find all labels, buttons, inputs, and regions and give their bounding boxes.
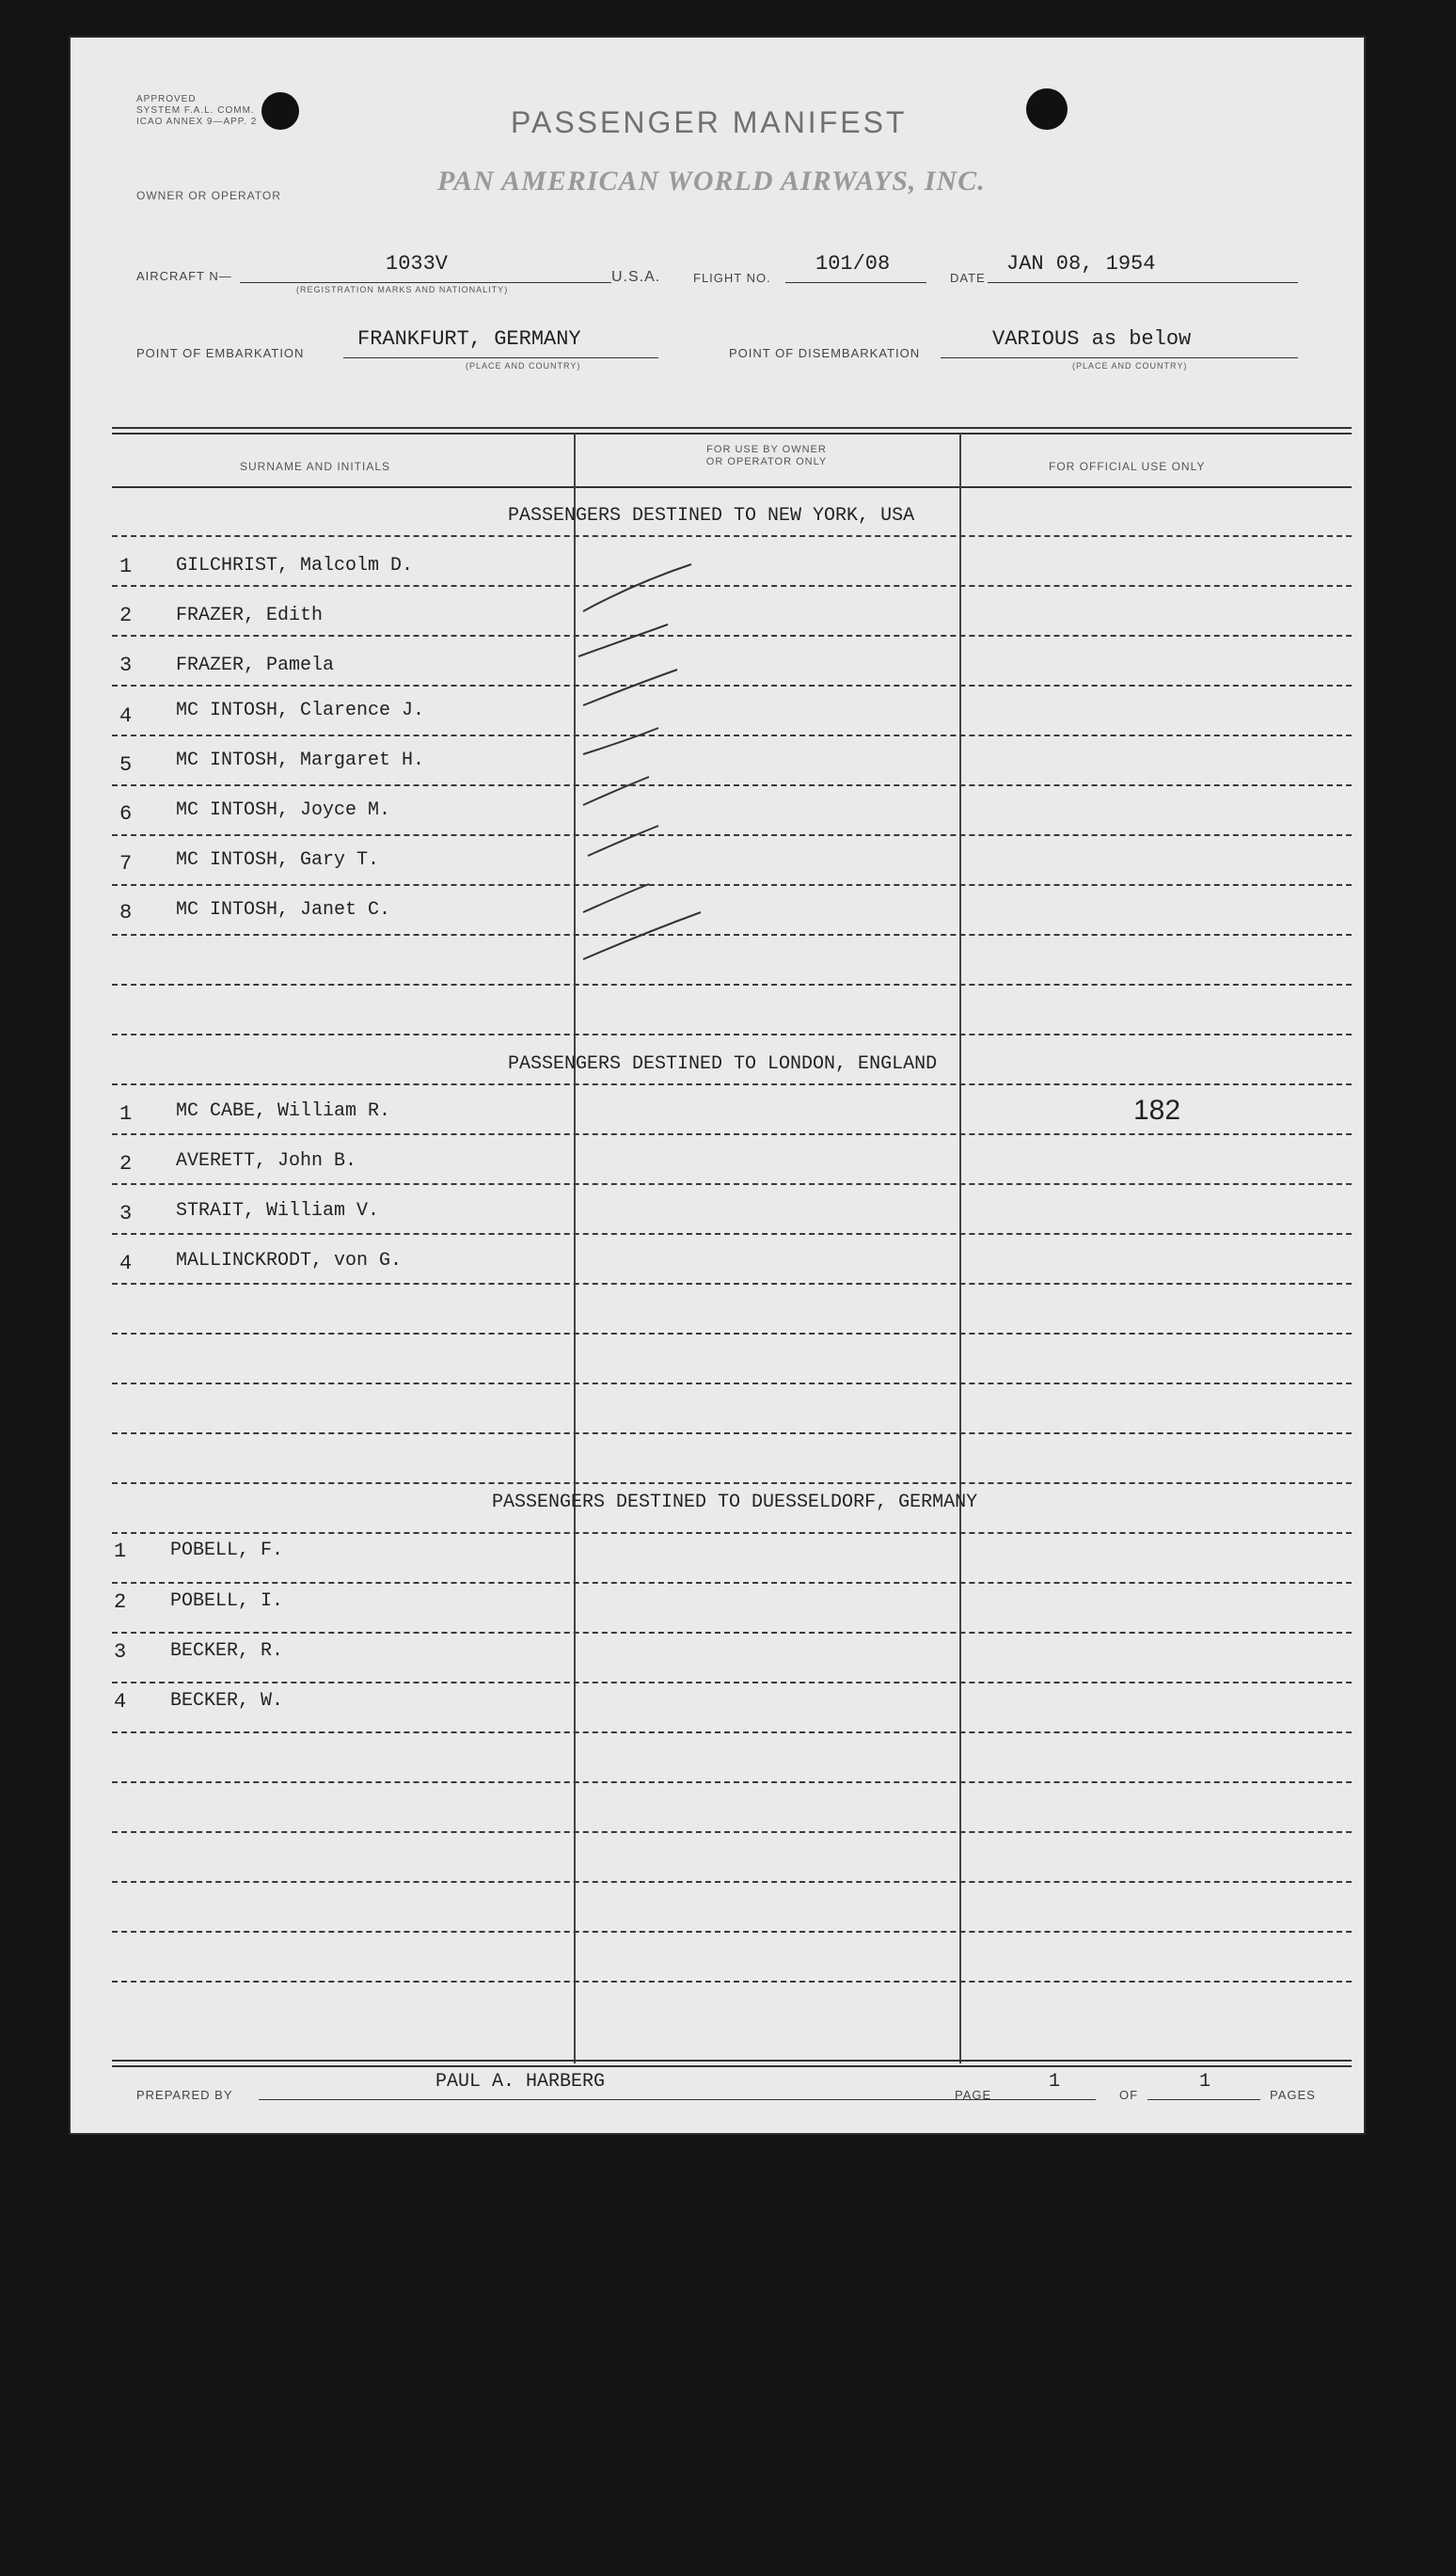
approval-block (136, 94, 306, 128)
passenger-name: MC INTOSH, Clarence J. (176, 700, 425, 721)
passenger-name: GILCHRIST, Malcolm D. (176, 555, 414, 577)
pages-underline (1147, 2099, 1260, 2100)
aircraft-label: AIRCRAFT N— (136, 269, 232, 283)
row-rule (112, 1233, 1352, 1235)
check-mark (588, 826, 658, 856)
check-mark (583, 884, 649, 912)
punch-hole (1026, 88, 1068, 130)
passenger-number: 3 (119, 654, 133, 677)
row-rule (112, 1333, 1352, 1335)
passenger-name: FRAZER, Edith (176, 605, 324, 626)
section-heading: PASSENGERS DESTINED TO DUESSELDORF, GERMANY (492, 1492, 978, 1513)
flight-number: 101/08 (815, 252, 891, 276)
flight-label: FLIGHT NO. (693, 271, 771, 285)
page-underline (1002, 2099, 1096, 2100)
of-label: OF (1119, 2088, 1139, 2102)
row-rule (112, 1731, 1352, 1733)
page-label: PAGE (955, 2088, 992, 2102)
date-underline (988, 282, 1298, 283)
passenger-name: STRAIT, William V. (176, 1200, 380, 1222)
page-number: 1 (1049, 2071, 1061, 2093)
col-header-name: SURNAME AND INITIALS (240, 460, 391, 473)
passenger-number: 2 (119, 604, 133, 627)
aircraft-number: 1033V (386, 252, 449, 276)
row-rule (112, 1482, 1352, 1484)
row-rule (112, 1582, 1352, 1584)
check-mark (583, 564, 691, 611)
country-label: U.S.A. (611, 269, 661, 285)
passenger-name: POBELL, F. (170, 1540, 284, 1561)
passenger-name: MC INTOSH, Margaret H. (176, 750, 425, 771)
passenger-name: MC INTOSH, Gary T. (176, 849, 380, 871)
passenger-number: 2 (119, 1152, 133, 1176)
passenger-name: MALLINCKRODT, von G. (176, 1250, 403, 1272)
flight-underline (785, 282, 926, 283)
pages-label: PAGES (1270, 2088, 1316, 2102)
passenger-number: 1 (114, 1540, 127, 1563)
row-rule (112, 1283, 1352, 1285)
check-mark (578, 624, 668, 656)
disembark-underline (941, 357, 1298, 358)
section-heading: PASSENGERS DESTINED TO LONDON, ENGLAND (508, 1053, 938, 1075)
page-title: PASSENGER MANIFEST (511, 105, 908, 139)
row-rule (112, 1532, 1352, 1534)
row-rule (112, 1831, 1352, 1833)
passenger-number: 1 (119, 1102, 133, 1126)
passenger-name: MC CABE, William R. (176, 1100, 391, 1122)
row-rule (112, 1632, 1352, 1634)
header-rule (112, 486, 1352, 488)
embark-place: FRANKFURT, GERMANY (357, 327, 581, 351)
disembark-caption: (PLACE AND COUNTRY) (1072, 361, 1188, 371)
col-header-official: FOR OFFICIAL USE ONLY (1049, 460, 1206, 473)
date-label: DATE (950, 271, 986, 285)
passenger-number: 6 (119, 802, 133, 826)
disembark-place: VARIOUS as below (992, 327, 1192, 351)
passenger-number: 1 (119, 555, 133, 578)
passenger-number: 3 (119, 1202, 133, 1225)
page-total: 1 (1199, 2071, 1211, 2093)
row-rule (112, 1083, 1352, 1085)
passenger-number: 4 (119, 1252, 133, 1275)
passenger-name: AVERETT, John B. (176, 1150, 357, 1172)
flight-date: JAN 08, 1954 (1006, 252, 1156, 276)
embark-label: POINT OF EMBARKATION (136, 346, 305, 360)
registration-caption: (REGISTRATION MARKS AND NATIONALITY) (296, 285, 509, 294)
passenger-number: 2 (114, 1590, 127, 1614)
row-rule (112, 1133, 1352, 1135)
check-mark (583, 728, 658, 754)
row-rule (112, 1781, 1352, 1783)
embark-caption: (PLACE AND COUNTRY) (466, 361, 581, 371)
approval-line: APPROVED (136, 94, 197, 104)
embark-underline (343, 357, 658, 358)
row-rule (112, 1183, 1352, 1185)
passenger-name: BECKER, R. (170, 1640, 284, 1662)
passenger-name: BECKER, W. (170, 1690, 284, 1712)
row-rule (112, 1432, 1352, 1434)
check-marks (541, 527, 804, 969)
manifest-sheet (71, 38, 1364, 2133)
prepared-underline (259, 2099, 1021, 2100)
approval-line: SYSTEM F.A.L. COMM. (136, 105, 255, 116)
row-rule (112, 1682, 1352, 1683)
passenger-name: MC INTOSH, Joyce M. (176, 799, 391, 821)
check-mark (583, 670, 677, 705)
prepared-label: PREPARED BY (136, 2088, 233, 2102)
col-header-owner (673, 444, 861, 468)
passenger-name: FRAZER, Pamela (176, 655, 335, 676)
official-note: 182 (1133, 1095, 1181, 1126)
row-rule (112, 984, 1352, 986)
disembark-label: POINT OF DISEMBARKATION (729, 346, 921, 360)
passenger-number: 3 (114, 1640, 127, 1664)
table-top-rule (112, 427, 1352, 429)
passenger-name: MC INTOSH, Janet C. (176, 899, 391, 921)
table-bottom-rule (112, 2065, 1352, 2067)
section-heading: PASSENGERS DESTINED TO NEW YORK, USA (508, 505, 915, 527)
row-rule (112, 1931, 1352, 1933)
passenger-number: 4 (119, 704, 133, 728)
row-rule (112, 1881, 1352, 1883)
col-header-owner-line: OR OPERATOR ONLY (705, 456, 828, 467)
row-rule (112, 1383, 1352, 1384)
passenger-number: 7 (119, 852, 133, 876)
row-rule (112, 1981, 1352, 1983)
passenger-number: 8 (119, 901, 133, 925)
column-divider (959, 433, 961, 2063)
owner-label: OWNER OR OPERATOR (136, 189, 281, 202)
check-mark (583, 777, 649, 805)
aircraft-underline (240, 282, 611, 283)
row-rule (112, 1034, 1352, 1035)
passenger-number: 4 (114, 1690, 127, 1714)
check-mark (583, 912, 701, 959)
approval-line: ICAO ANNEX 9—APP. 2 (136, 117, 258, 127)
passenger-name: POBELL, I. (170, 1590, 284, 1612)
prepared-by: PAUL A. HARBERG (435, 2071, 606, 2093)
table-top-rule (112, 433, 1352, 435)
col-header-owner-line: FOR USE BY OWNER (706, 444, 827, 455)
company-name: PAN AMERICAN WORLD AIRWAYS, INC. (437, 166, 986, 197)
passenger-number: 5 (119, 753, 133, 777)
table-bottom-rule (112, 2060, 1352, 2062)
